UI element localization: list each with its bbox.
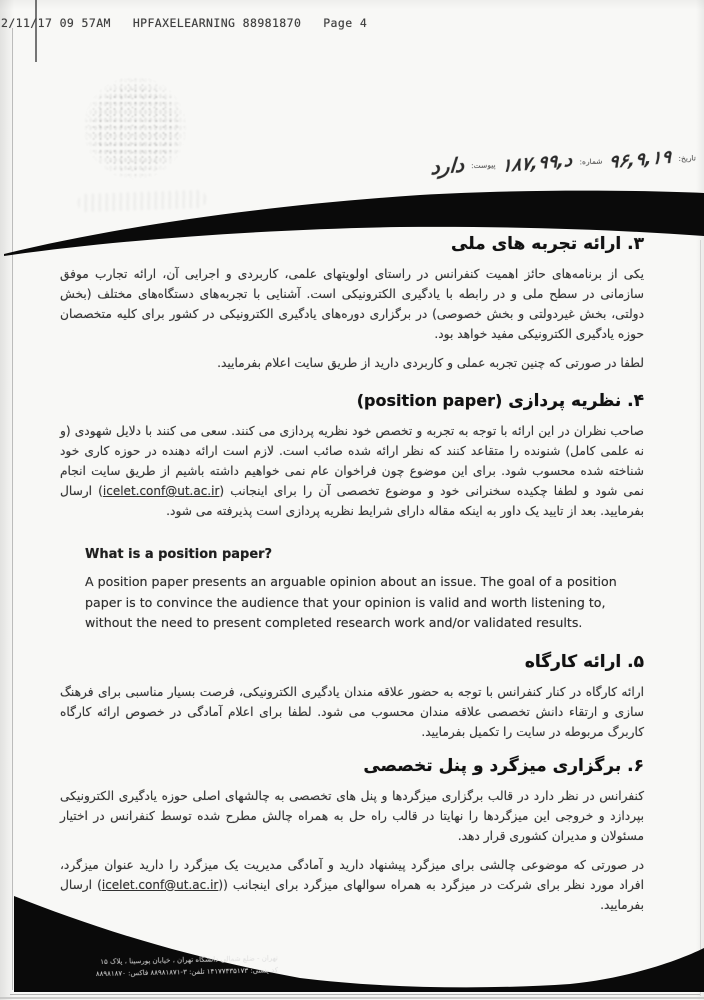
section-5-heading: ۵. ارائه کارگاه: [524, 651, 644, 672]
section-4-heading-fa: ۴. نظریه پردازی: [502, 391, 644, 411]
footer-phone-line: کد پستی: ۱۴۱۷۷۴۳۵۱۷۳ تلفن: ۳-۸۸۹۸۱۸۷۱ فاکس: ۸۸۹۸۱۸۷۰: [95, 965, 279, 978]
fax-transmission-header: 2/11/17 09 57AM HPFAXELEARNING 88981870 Page 4: [1, 16, 368, 30]
stamp-seal: [83, 76, 187, 180]
attachment-label: پیوست:: [470, 159, 496, 170]
position-paper-definition-body: A position paper presents an arguable opinion about an issue. The goal of a position paper is to convince the audience that your opinion is valid and worth listening to, without the need to present completed research work and/or validated results.: [85, 574, 617, 630]
scan-line-top: [35, 0, 37, 62]
section-6-heading: ۶. برگزاری میزگرد و پنل تخصصی: [363, 755, 644, 776]
section-3-note: لطفا در صورتی که چنین تجربه عملی و کاربردی دارید از طریق سایت اعلام بفرمایید.: [217, 356, 644, 370]
position-paper-definition-title: What is a position paper?: [85, 547, 273, 562]
conference-email-link[interactable]: icelet.conf@ut.ac.ir: [102, 484, 220, 498]
section-6-text-before-email: در صورتی که موضوعی چالشی برای میزگرد پیشنهاد دارید و آمادگی مدیریت یک میزگرد را دارید عنوان میزگرد، افراد مورد نظر برای شرکت در میزگرد به همراه سوالهای میزگرد برای اینجانب ((: [60, 857, 645, 892]
section-5-paragraph: ارائه کارگاه در کنار کنفرانس با توجه به حضور علاقه مندان یادگیری الکترونیکی، فرصت بسیار مناسبی برای فرهنگ سازی و ارتقاء دانش تخصصی علاقه مندان محسوب می شود. لطفا برای اعلام آمادگی در خصوص ارائه کارگاه کاربرگ مربوطه در سایت را تکمیل بفرمایید.: [60, 684, 644, 739]
section-6-paragraph: کنفرانس در نظر دارد در قالب برگزاری میزگردها و پنل های تخصصی به چالشهای اصلی حوزه یادگیری الکترونیکی بپردازد و خروجی این میزگردها را نهایتا در قالب راه حل به همراه چالش مطرح شده توسط کنفرانس در اختیار مسئولان و مدیران کشوری قرار دهد.: [60, 788, 644, 843]
document-body: [60, 180, 644, 924]
bottom-swoosh-banner: [0, 878, 704, 1000]
number-handwritten-value: ۱۸۷,د,۹۹: [501, 149, 574, 177]
letterhead-fields: [431, 145, 697, 178]
section-4-heading: [60, 391, 644, 411]
conference-email-link-2[interactable]: icelet.conf@ut.ac.ir: [101, 877, 219, 892]
section-4-text-after-email: ) ارسال بفرمایید. بعد از تایید یک داور به اینکه مقاله دارای شرایط نظریه پردازی است پذیرفته می شود.: [60, 484, 644, 518]
footer-address-line: تهران - ضلع شمالی دانشگاه تهران ، خیابان پورسینا ، پلاک ۱۵: [100, 954, 278, 966]
section-4-text-before-email: صاحب نظران در این ارائه با توجه به تجربه و تخصص خود نظریه پردازی می کنند. سعی می کنند با دلایل شهودی (و نه علمی کامل) شنونده را متقاعد کنند که نظر ارائه شده صائب است. لازم است ارائه دهنده در حوزه کاری خود شناخته شده محسوب شود. برای این موضوع چون فراخوان عام نمی خواهیم داشته باشیم از طریق سایت انجام نمی شود و لطفا چکیده سخنرانی خود و موضوع تخصصی آن را برای اینجانب (: [60, 424, 645, 498]
section-4-paragraph: [60, 421, 644, 521]
scan-line-left: [12, 28, 13, 990]
section-3-paragraph: یکی از برنامه‌های حائز اهمیت کنفرانس در راستای اولویتهای علمی، کاربردی و اجرایی آن، ارائه تجارب موفق سازمانی در سطح ملی و در رابطه با یادگیری الکترونیکی است. آشنایی با تجربه‌های دستگاه‌های مختلف (بخش دولتی، بخش غیردولتی و بخش خصوصی) در برگزاری دوره‌های یادگیری الکترونیکی در کشور برای کلیه متخصصان حوزه یادگیری الکترونیکی مفید خواهد بود.: [60, 267, 644, 341]
attachment-handwritten-value: دارد: [430, 152, 466, 180]
section-6-text-after-email: ) ارسال بفرمایید.: [60, 877, 644, 912]
date-label: تاریخ:: [678, 152, 697, 163]
section-4-heading-en: (position paper): [356, 391, 503, 410]
section-3-heading: ۳. ارائه تجربه های ملی: [451, 234, 644, 254]
number-label: شماره:: [579, 156, 603, 166]
date-handwritten-value: ۹۶,۹,۱۹: [608, 146, 673, 173]
